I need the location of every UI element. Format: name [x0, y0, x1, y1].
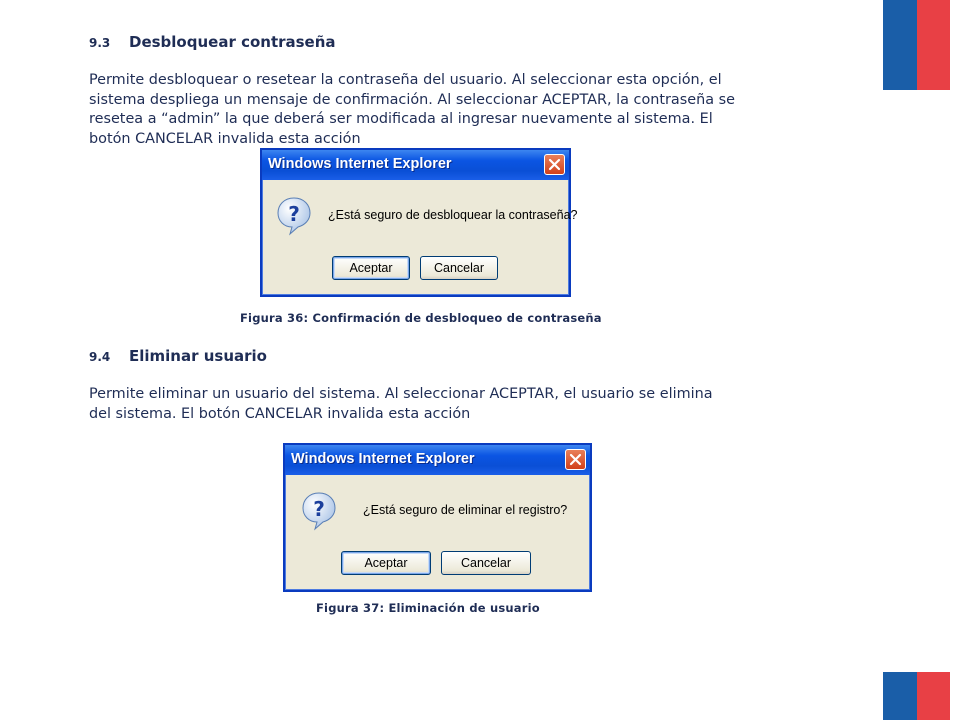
section-number: 9.4: [89, 350, 111, 364]
figure-caption-36: Figura 36: Confirmación de desbloqueo de contraseña: [240, 311, 602, 325]
close-icon: [569, 453, 582, 466]
paragraph-line: botón CANCELAR invalida esta acción: [89, 130, 361, 147]
paragraph-line: Permite desbloquear o resetear la contraseña del usuario. Al seleccionar esta opción, el: [89, 72, 722, 88]
dialog-title-bar: [262, 150, 569, 180]
question-icon: [301, 491, 337, 531]
cancel-button[interactable]: Cancelar: [420, 256, 498, 280]
svg-text:?: ?: [288, 202, 300, 226]
cancel-button[interactable]: Cancelar: [441, 551, 531, 575]
dialog-title: Windows Internet Explorer: [291, 451, 475, 467]
paragraph-line: del sistema. El botón CANCELAR invalida esta acción: [89, 405, 471, 422]
section-heading-9-3: [89, 33, 336, 51]
section-paragraph-9-3: [89, 71, 817, 149]
accept-button[interactable]: Aceptar: [332, 256, 410, 280]
flag-decoration-bottom: [883, 672, 950, 720]
section-number: 9.3: [89, 36, 111, 50]
section-title: Desbloquear contraseña: [129, 33, 336, 51]
dialog-title: Windows Internet Explorer: [268, 156, 452, 172]
confirm-dialog-unlock: [260, 148, 578, 297]
figure-caption-37: Figura 37: Eliminación de usuario: [316, 601, 540, 615]
paragraph-line: sistema despliega un mensaje de confirmación. Al seleccionar ACEPTAR, la contraseña se: [89, 91, 735, 108]
question-icon: [276, 196, 312, 236]
dialog-message: ¿Está seguro de desbloquear la contraseña?: [328, 208, 578, 222]
close-button[interactable]: [544, 154, 565, 175]
confirm-dialog-delete: [283, 443, 592, 592]
close-button[interactable]: [565, 449, 586, 470]
close-icon: [548, 158, 561, 171]
section-title: Eliminar usuario: [129, 347, 267, 365]
accept-button[interactable]: Aceptar: [341, 551, 431, 575]
dialog-message: ¿Está seguro de eliminar el registro?: [363, 503, 568, 517]
section-paragraph-9-4: [89, 385, 817, 424]
paragraph-line: Permite eliminar un usuario del sistema. Al seleccionar ACEPTAR, el usuario se elimina: [89, 386, 713, 402]
svg-text:?: ?: [313, 497, 325, 521]
dialog-title-bar: [285, 445, 590, 475]
paragraph-line: resetea a “admin” la que deberá ser modificada al ingresar nuevamente al sistema. El: [89, 111, 713, 127]
section-heading-9-4: [89, 347, 267, 365]
flag-decoration-top: [883, 0, 950, 90]
